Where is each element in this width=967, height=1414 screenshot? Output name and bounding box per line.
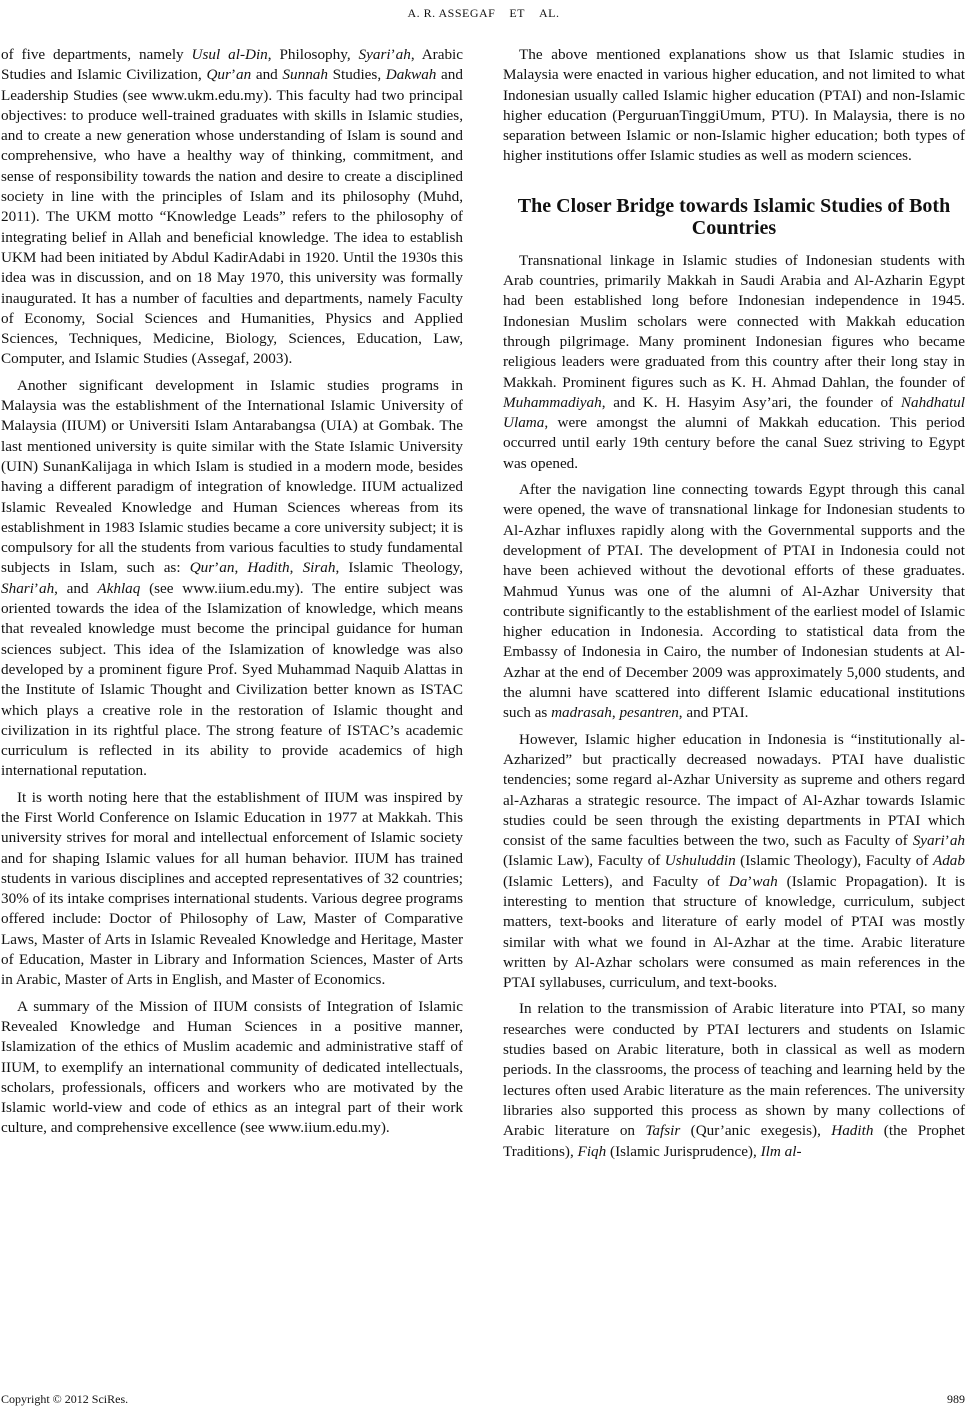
text-run: ,	[289, 559, 303, 577]
text-run: (Islamic Letters), and Faculty of	[503, 872, 729, 890]
italic-term: Syari	[912, 832, 945, 850]
italic-term: Adab	[932, 852, 965, 870]
text-run: , Arabic Studies and Islamic Civilization,	[1, 46, 464, 84]
italic-term: Nahdhatul Ulama	[503, 393, 965, 432]
text-run: ’	[230, 66, 236, 84]
italic-term: an	[236, 66, 252, 84]
italic-term: ah	[38, 579, 55, 597]
paragraph	[503, 45, 965, 167]
text-run: of five departments, namely	[1, 46, 192, 63]
text-run: The above mentioned explanations show us that Islamic studies in Malaysia were enacted in various higher education, and not limited to what Indonesian usually called Islamic higher education (PTAI) and non-Islamic higher education (PerguruanTinggiUmum, PTU). In Malaysia, there is no separation between Islamic or non-Islamic higher education; both types of higher institutions offer Islamic studies as well as modern sciences.	[503, 46, 965, 165]
paragraph	[1, 45, 463, 370]
text-run: , and PTAI.	[678, 704, 749, 722]
left-column	[1, 45, 463, 1145]
text-run: , Islamic Theology,	[335, 559, 464, 577]
text-run: ’	[944, 832, 950, 850]
text-run: A summary of the Mission of IIUM consists of Integration of Islamic Revealed Knowledge and Human Sciences in a positive manner, Islamization of the ethics of Muslim academic and administrative staff of IIUM, to exemplify an international community of dedicated intellectuals, scholars, professionals, officers and workers who are motivated by the Islamic world-view and code of ethics as an integral part of their work culture, and comprehensive excellence (see www.iium.edu.my).	[1, 997, 463, 1137]
text-run: (the Prophet Traditions),	[503, 1122, 965, 1160]
header-et: ET	[509, 6, 526, 20]
italic-term: Syari	[358, 46, 391, 63]
text-run: (Islamic Jurisprudence),	[606, 1142, 761, 1160]
italic-term: Ilm al-	[760, 1142, 802, 1160]
text-run: and	[251, 66, 283, 84]
italic-term: Akhlaq	[97, 579, 141, 597]
text-run: After the navigation line connecting towards Egypt through this canal were opened, the wave of transnational linkage for Indonesian students to Al-Azhar influxes rapidly along with the Governmental supports and the development of PTAI. The development of PTAI in Indonesia could not have been achieved without the devotional efforts of these graduates. Mahmud Yunus was one of the alumni of Al-Azhar University that contribute significantly to the establishment of the earliest model of Islamic higher education in Indonesia. According to statistical data from the Embassy of Indonesia in Cairo, the number of Indonesian students at Al-Azhar at the end of December 2009 was approximately 5,000 students, and the alumni have scattered into different Islamic educational institutions such as	[503, 481, 965, 722]
italic-term: madrasah	[551, 704, 612, 722]
paragraph	[1, 376, 463, 782]
italic-term: Qur	[189, 559, 215, 577]
header-authors: A. R. ASSEGAF	[407, 6, 496, 20]
text-run: However, Islamic higher education in Indonesia is “institutionally al-Azharized” but practically decreased nowadays. PTAI have dualistic tendencies; some regard al-Azhar University as supreme and others regard al-Azharas a strategic resource. The impact of Al-Azhar towards Islamic studies could be seen through the existing departments in PTAI which consist of the same faculties between the two, such as Faculty of	[503, 730, 965, 850]
header-al: AL.	[539, 6, 560, 20]
text-run: Studies,	[327, 66, 386, 84]
italic-term: ah	[395, 46, 411, 63]
italic-term: Ushuluddin	[664, 852, 736, 870]
text-run: ,	[611, 704, 620, 722]
italic-term: Muhammadiyah	[503, 393, 602, 411]
running-header	[0, 6, 967, 21]
italic-term: Tafsir	[645, 1122, 681, 1140]
italic-term: Dakwah	[385, 66, 437, 84]
text-run: and Leadership Studies (see www.ukm.edu.my). This faculty had two principal objectives: to produce well-trained graduates with skills in Islamic studies, and to create a new generation whose understanding of Islam is sound and comprehensive, who have a healthy way of thinking, commitment, and sense of responsibility towards the nation and desire to create a disciplined society in line with the principles of Islam and its philosophy (Muhd, 2011). The UKM motto “Knowledge Leads” refers to the philosophy of integrating belief in Allah and beneficial knowledge. The idea to establish UKM had been initiated by Abdul KadirAdabi in 1920. Until the 1930s this idea was in discussion, and on 18 May 1970, this university was formally inaugurated. It has a number of faculties and departments, namely Faculty of Economy, Social Sciences and Humanities, Physics and Applied Sciences, Techniques, Medicine, Biology, Sciences, Education, Law, Computer, and Islamic Studies (Assegaf, 2003).	[1, 66, 463, 368]
paragraph	[503, 730, 965, 994]
text-run: In relation to the transmission of Arabic literature into PTAI, so many researches were conducted by PTAI lecturers and students on Islamic studies based on Arabic literature, both in classical as well as modern periods. In the classrooms, the process of teaching and learning held by the lectures often used Arabic literature as the main references. The university libraries also supported this process as shown by many collections of Arabic literature on	[503, 1000, 965, 1140]
page-number: 989	[947, 1392, 965, 1406]
text-run: (Islamic Law), Faculty of	[503, 852, 665, 870]
italic-term: pesantren	[619, 704, 679, 722]
paragraph	[503, 480, 965, 724]
text-run: , were amongst the alumni of Makkah education. This period occurred until early 19th century before the canal Suez striving to Egypt was opened.	[503, 414, 965, 472]
paragraph	[503, 999, 965, 1161]
copyright-notice: Copyright © 2012 SciRes.	[1, 1392, 129, 1406]
text-run: , Philosophy,	[267, 46, 359, 63]
italic-term: Hadith	[247, 559, 290, 577]
text-run: , and	[54, 579, 98, 597]
italic-term: an	[219, 559, 235, 577]
italic-term: Da	[728, 872, 748, 890]
italic-term: Sunnah	[282, 66, 328, 84]
right-column	[503, 45, 965, 1168]
text-run: ’	[214, 559, 220, 577]
italic-term: Qur	[206, 66, 231, 84]
section-heading: The Closer Bridge towards Islamic Studies of Both Countries	[517, 194, 951, 239]
text-run: (Islamic Propagation). It is interesting to mention that structure of knowledge, curriculum, subject matters, text-books and literature of early model of PTAI was mostly similar with what we found in Al-Azhar at the time. Arabic literature written by Al-Azhar scholars were consumed as main references in the PTAI syllabuses, curriculum, and text-books.	[503, 872, 966, 992]
paragraph	[1, 997, 463, 1139]
text-run: Transnational linkage in Islamic studies of Indonesian students with Arab countries, primarily Makkah in Saudi Arabia and Al-Azharin Egypt had been established long before Indonesian independence in 1945. Indonesian Muslim scholars were connected with Makkah education through pilgrimage. Many prominent Indonesian figures who became religious leaders were graduated from this country after their long stay in Makkah. Prominent figures such as K. H. Ahmad Dahlan, the founder of	[503, 251, 965, 391]
italic-term: Fiqh	[577, 1142, 607, 1160]
paragraph	[503, 251, 965, 474]
text-run: (Qur’anic exegesis),	[680, 1122, 832, 1140]
text-run: Another significant development in Islamic studies programs in Malaysia was the establishment of the International Islamic University of Malaysia (IIUM) or Universiti Islam Antarabangsa (UIA) at Gombak. The last mentioned university is quite similar with the State Islamic University (UIN) SunanKalijaga in which Islam is studied in a modern mode, besides having a different paradigm of integration of knowledge. IIUM actualized Islamic Revealed Knowledge and Human Sciences whereas from its establishment in 1983 Islamic studies became a core university subject; it is compulsory for all the students from various faculties to study fundamental subjects in Islam, such as:	[1, 376, 463, 577]
italic-term: Sirah	[302, 559, 336, 577]
text-run: ’	[747, 872, 753, 890]
text-run: ’	[33, 579, 39, 597]
italic-term: Usul al-Din	[191, 46, 268, 63]
text-run: (see www.iium.edu.my). The entire subject was oriented towards the idea of the Islamization of knowledge, which means that revealed knowledge must become the principal guidance for human sciences subject. This idea of the Islamization of knowledge was also developed by a prominent figure Prof. Syed Muhammad Naquib Alattas in the Institute of Islamic Thought and Civilization better known as ISTAC which plays a creative role in the restoration of Islamic thought and civilization in its rightful place. The strong feature of ISTAC’s academic curriculum is reflected in its ability to provide academics of high international reputation.	[1, 579, 463, 780]
text-run: , and K. H. Hasyim Asy’ari, the founder of	[601, 393, 901, 411]
italic-term: Hadith	[831, 1122, 874, 1140]
italic-term: Shari	[1, 579, 34, 597]
text-run: It is worth noting here that the establishment of IIUM was inspired by the First World Conference on Islamic Education in 1977 at Makkah. This university strives for moral and intellectual enforcement of Islamic society and for shaping Islamic values for all human behavior. IIUM has trained students in various disciplines and accepted representatives of 32 countries; 30% of its intake comprises international students. Various degree programs offered include: Doctor of Philosophy of Law, Master of Comparative Laws, Master of Arts in Islamic Revealed Knowledge and Heritage, Master of Education, Master in Library and Information Sciences, Master of Arts in Arabic, Master of Arts in English, and Master of Economics.	[1, 788, 463, 989]
paragraph	[1, 788, 463, 991]
italic-term: wah	[752, 872, 778, 890]
text-run: (Islamic Theology), Faculty of	[735, 852, 933, 870]
italic-term: ah	[949, 832, 965, 850]
text-run: ’	[390, 46, 396, 63]
text-run: ,	[234, 559, 248, 577]
